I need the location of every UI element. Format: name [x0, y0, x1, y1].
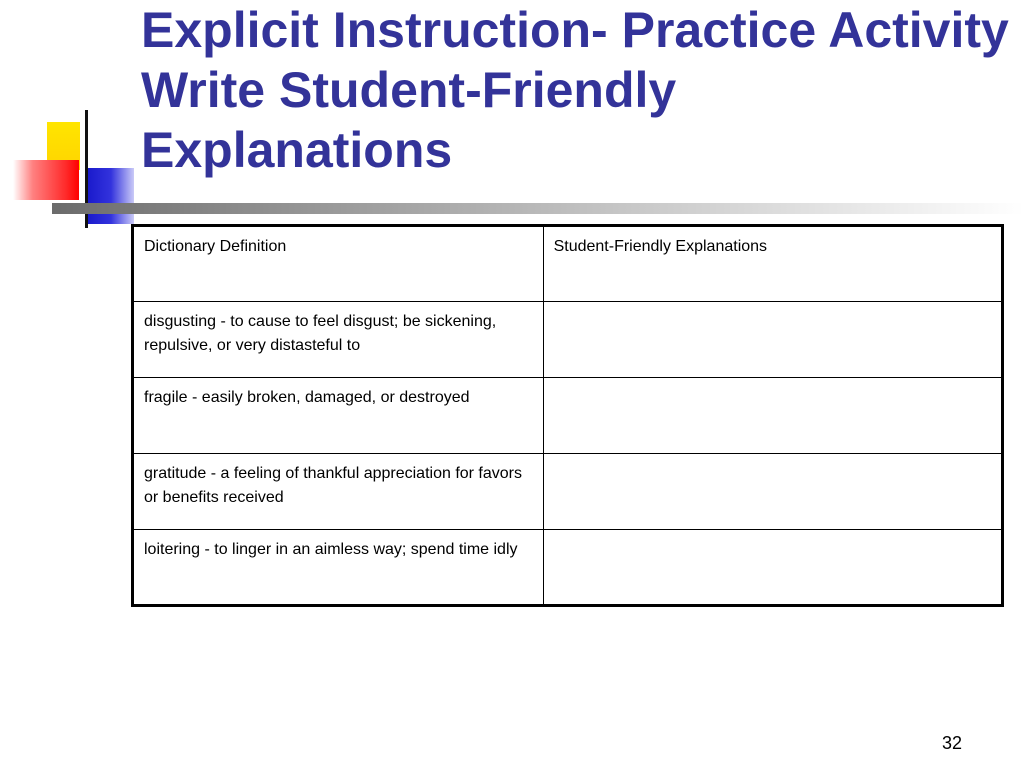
- logo-blue-square: [88, 168, 134, 224]
- vocabulary-table: [131, 224, 1004, 607]
- title-underline-rule: [52, 203, 1024, 214]
- definition-cell: disgusting - to cause to feel disgust; be sickening, repulsive, or very distasteful to: [133, 302, 544, 378]
- table-row: [133, 530, 1003, 606]
- slide-title: [141, 0, 1011, 180]
- table-header-row: [133, 226, 1003, 302]
- table-row: [133, 378, 1003, 454]
- header-dictionary-definition: Dictionary Definition: [133, 226, 544, 302]
- page-number: 32: [941, 733, 962, 753]
- definition-cell: loitering - to linger in an aimless way; spend time idly: [133, 530, 544, 606]
- header-student-friendly-explanations: Student-Friendly Explanations: [543, 226, 1002, 302]
- slide-title-line-1: Explicit Instruction- Practice Activity: [141, 2, 1009, 58]
- table-row: [133, 454, 1003, 530]
- definition-cell: gratitude - a feeling of thankful appreciation for favors or benefits received: [133, 454, 544, 530]
- explanation-cell: [543, 454, 1002, 530]
- slide-title-line-3: Explanations: [141, 122, 453, 178]
- definition-cell: fragile - easily broken, damaged, or destroyed: [133, 378, 544, 454]
- table-row: [133, 302, 1003, 378]
- logo-red-square: [13, 160, 79, 200]
- explanation-cell: [543, 378, 1002, 454]
- slide-title-line-2: Write Student-Friendly: [141, 62, 677, 118]
- explanation-cell: [543, 530, 1002, 606]
- explanation-cell: [543, 302, 1002, 378]
